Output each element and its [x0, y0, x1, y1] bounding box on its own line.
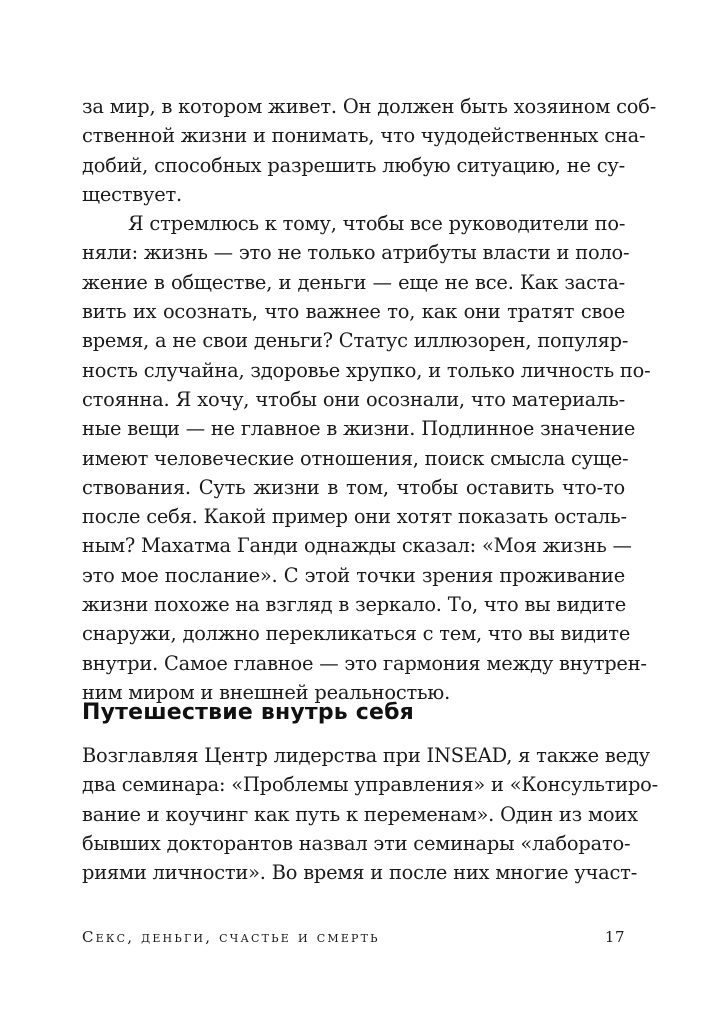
text-line: ствования. Суть жизни в том, чтобы оставить что-то: [82, 475, 625, 499]
text-line: вить их осознать, что важнее то, как они тратят свое: [82, 300, 625, 324]
text-line: добий, способных разрешить любую ситуацию, не су-: [82, 153, 625, 177]
paragraph-1: [82, 92, 657, 209]
text-line: ственной жизни и понимать, что чудодейственных сна-: [82, 124, 646, 148]
text-line: стоянна. Я хочу, чтобы они осознали, что материаль-: [82, 387, 625, 411]
text-line: за мир, в котором живет. Он должен быть хозяином соб-: [82, 95, 657, 118]
text-line: ним миром и внешней реальностью.: [82, 680, 451, 704]
text-line: ществует.: [82, 182, 182, 206]
text-line: ные вещи — не главное в жизни. Подлинное значение: [82, 417, 636, 441]
text-line: бывших докторантов назвал эти семинары «лаборато-: [82, 831, 631, 855]
paragraph-3: [82, 741, 658, 887]
paragraph-2: [82, 209, 651, 707]
page-number: 17: [604, 928, 625, 946]
text-line: ность случайна, здоровье хрупко, и только личность по-: [82, 358, 651, 382]
text-line: два семинара: «Проблемы управления» и «Консультиро-: [82, 773, 658, 797]
running-title: Секс, деньги, счастье и смерть: [82, 928, 380, 946]
text-line: после себя. Какой пример они хотят показать осталь-: [82, 505, 627, 529]
text-line: вание и коучинг как путь к переменам». Один из моих: [82, 802, 638, 826]
text-line: ным? Махатма Ганди однажды сказал: «Моя жизнь —: [82, 534, 632, 558]
text-line: жение в обществе, и деньги — еще не все. Как застa-: [82, 270, 625, 294]
text-line: это мое послание». С этой точки зрения проживание: [82, 563, 625, 587]
text-line: время, а не свои деньги? Статус иллюзорен, популяр-: [82, 329, 629, 353]
text-line: няли: жизнь — это не только атрибуты власти и поло-: [82, 241, 630, 265]
text-line: Возглавляя Центр лидерства при INSEAD, я также веду: [82, 744, 650, 767]
text-line: имеют человеческие отношения, поиск смысла суще-: [82, 446, 629, 470]
page-footer: [82, 928, 625, 952]
body-text: [82, 92, 657, 707]
section-heading: Путешествие внутрь себя: [82, 700, 415, 725]
text-line: риями личности». Во время и после них многие участ-: [82, 861, 638, 885]
text-line: внутри. Самое главное — это гармония между внутрен-: [82, 651, 647, 675]
text-line: Я стремлюсь к тому, чтобы все руководители по-: [128, 212, 626, 236]
text-line: жизни похоже на взгляд в зеркало. То, что вы видите: [82, 593, 627, 617]
text-line: снаружи, должно перекликаться с тем, что вы видите: [82, 622, 631, 646]
